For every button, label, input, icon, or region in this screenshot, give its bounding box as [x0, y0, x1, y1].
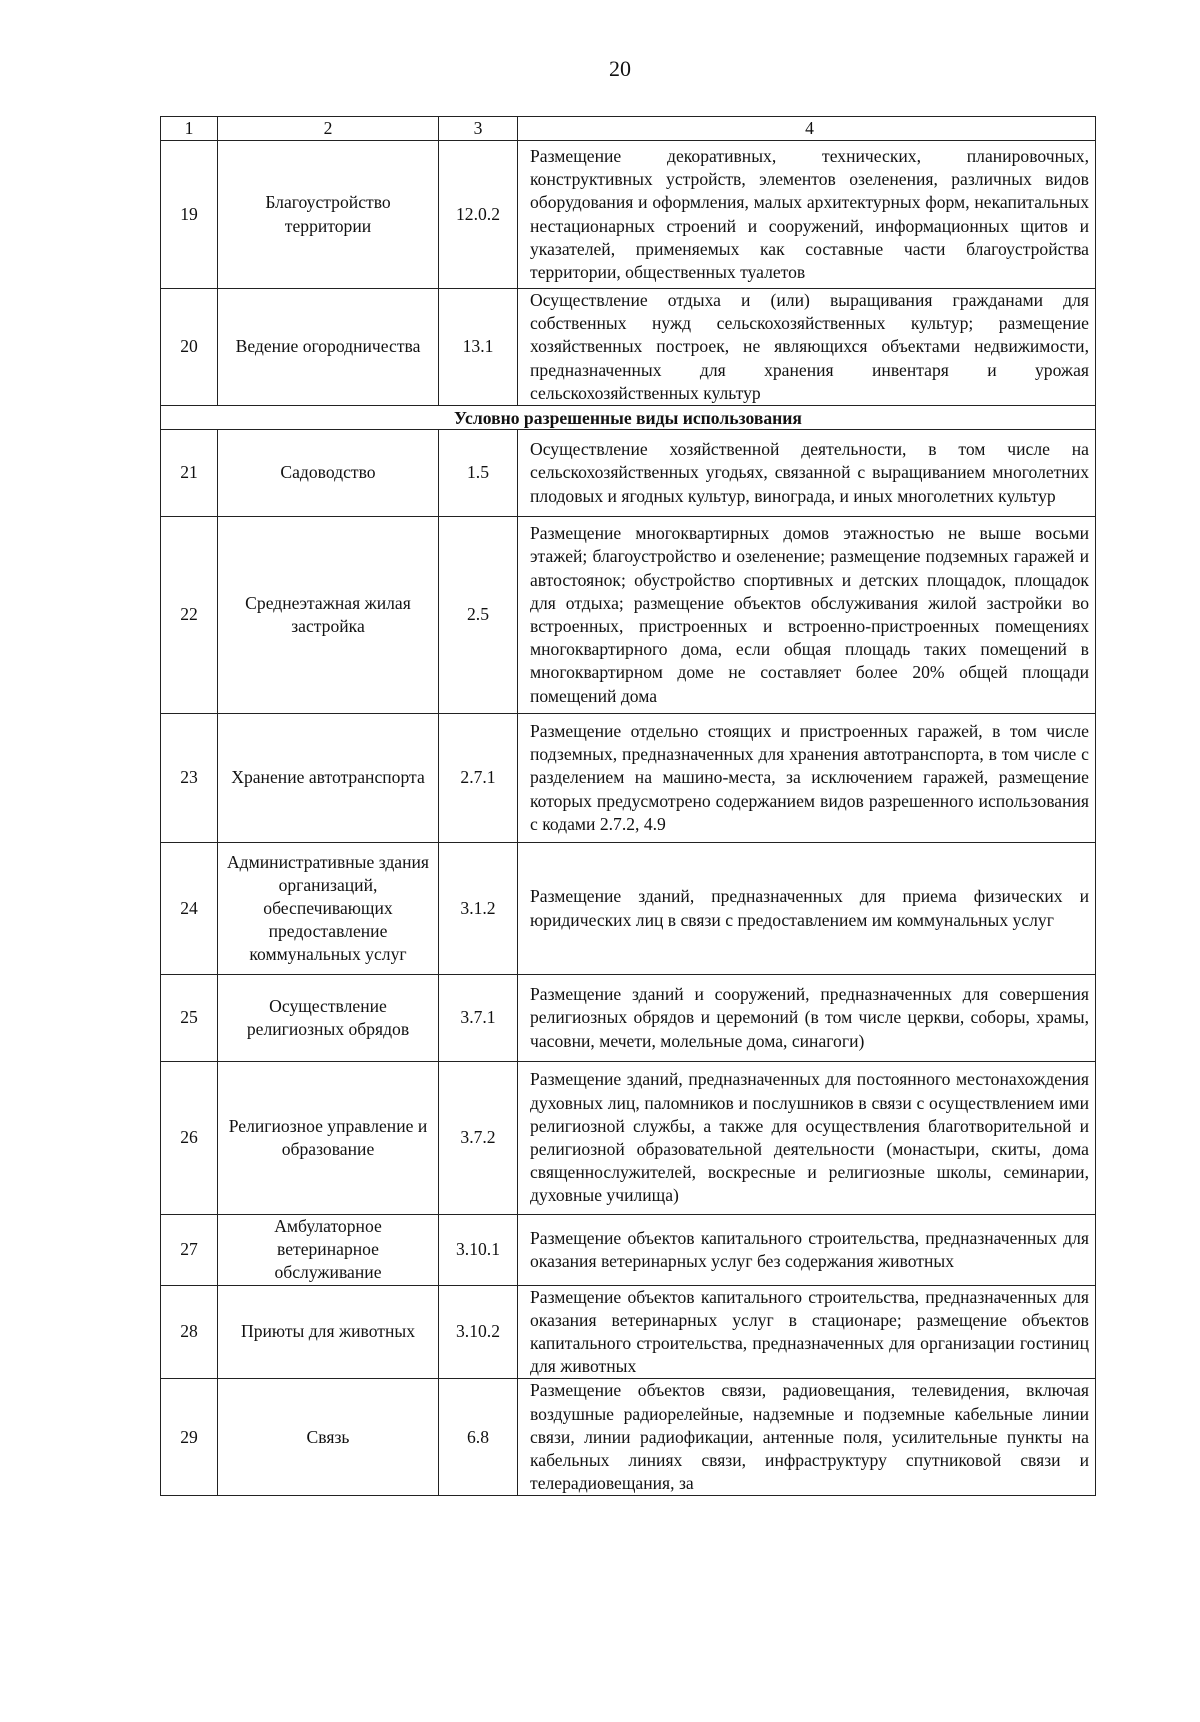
- table-row: [161, 1062, 1096, 1215]
- use-description: Размещение декоративных, технических, планировочных, конструктивных устройств, элементов озеленения, различных видов оборудования и оформления, малых архитектурных форм, некапитальных нестационарных строений и сооружений, информационных щитов и указателей, применяемых как составные части благоустройства территории, общественных туалетов: [518, 141, 1096, 289]
- table-row: [161, 289, 1096, 406]
- use-description: Размещение отдельно стоящих и пристроенных гаражей, в том числе подземных, предназначенных для хранения автотранспорта, в том числе с разделением на машино-места, за исключением гаражей, размещение которых предусмотрено содержанием видов разрешенного использования с кодами 2.7.2, 4.9: [518, 714, 1096, 843]
- row-number: 25: [161, 975, 218, 1062]
- use-code: 1.5: [439, 430, 518, 517]
- use-description: Размещение объектов капитального строительства, предназначенных для оказания ветеринарных услуг в стационаре; размещение объектов капитального строительства, предназначенных для организации гостиниц для животных: [518, 1285, 1096, 1379]
- table-row: [161, 517, 1096, 714]
- use-code: 13.1: [439, 289, 518, 406]
- use-name: Осуществление религиозных обрядов: [218, 975, 439, 1062]
- use-description: Размещение многоквартирных домов этажностью не выше восьми этажей; благоустройство и озеленение; размещение подземных гаражей и автостоянок; обустройство спортивных и детских площадок, площадок для отдыха; размещение объектов обслуживания жилой застройки во встроенных, пристроенных и встроенно-пристроенных помещениях многоквартирного дома, если общая площадь таких помещений в многоквартирном доме не составляет более 20% общей площади помещений дома: [518, 517, 1096, 714]
- table-row: [161, 430, 1096, 517]
- use-code: 3.1.2: [439, 843, 518, 975]
- use-code: 3.10.1: [439, 1215, 518, 1286]
- use-name: Административные здания организаций, обеспечивающих предоставление коммунальных услуг: [218, 843, 439, 975]
- use-code: 2.7.1: [439, 714, 518, 843]
- use-description: Осуществление хозяйственной деятельности, в том числе на сельскохозяйственных угодьях, связанной с выращиванием многолетних плодовых и ягодных культур, винограда, и иных многолетних культур: [518, 430, 1096, 517]
- section-header-row: [161, 406, 1096, 430]
- table-row: [161, 1285, 1096, 1379]
- use-name: Хранение автотранспорта: [218, 714, 439, 843]
- row-number: 23: [161, 714, 218, 843]
- land-use-table-container: [160, 116, 1096, 1496]
- header-row: [161, 117, 1096, 141]
- use-name: Религиозное управление и образование: [218, 1062, 439, 1215]
- use-name: Приюты для животных: [218, 1285, 439, 1379]
- use-description: Размещение объектов связи, радиовещания, телевидения, включая воздушные радиорелейные, надземные и подземные кабельные линии связи, линии радиофикации, антенные поля, усилительные пункты на кабельных линиях связи, инфраструктуру спутниковой связи и телерадиовещания, за: [518, 1379, 1096, 1496]
- use-name: Среднеэтажная жилая застройка: [218, 517, 439, 714]
- table-row: [161, 1379, 1096, 1496]
- table-row: [161, 141, 1096, 289]
- table-row: [161, 843, 1096, 975]
- use-description: Размещение объектов капитального строительства, предназначенных для оказания ветеринарных услуг без содержания животных: [518, 1215, 1096, 1286]
- use-description: Осуществление отдыха и (или) выращивания гражданами для собственных нужд сельскохозяйственных культур; размещение хозяйственных построек, не являющихся объектами недвижимости, предназначенных для хранения инвентаря и урожая сельскохозяйственных культур: [518, 289, 1096, 406]
- row-number: 24: [161, 843, 218, 975]
- row-number: 22: [161, 517, 218, 714]
- page-number: 20: [609, 56, 631, 81]
- use-name: Амбулаторное ветеринарное обслуживание: [218, 1215, 439, 1286]
- table-row: [161, 975, 1096, 1062]
- use-code: 3.7.1: [439, 975, 518, 1062]
- use-description: Размещение зданий и сооружений, предназначенных для совершения религиозных обрядов и церемоний (в том числе церкви, соборы, храмы, часовни, мечети, молельные дома, синагоги): [518, 975, 1096, 1062]
- use-name: Садоводство: [218, 430, 439, 517]
- table-body: [161, 117, 1096, 1496]
- row-number: 29: [161, 1379, 218, 1496]
- use-description: Размещение зданий, предназначенных для приема физических и юридических лиц в связи с предоставлением им коммунальных услуг: [518, 843, 1096, 975]
- use-description: Размещение зданий, предназначенных для постоянного местонахождения духовных лиц, паломников и послушников в связи с осуществлением ими религиозной службы, а также для осуществления благотворительной и религиозной образовательной деятельности (монастыри, скиты, дома священнослужителей, воскресные и религиозные школы, семинарии, духовные училища): [518, 1062, 1096, 1215]
- table-row: [161, 714, 1096, 843]
- use-name: Связь: [218, 1379, 439, 1496]
- row-number: 19: [161, 141, 218, 289]
- header-col-2: 2: [218, 117, 439, 141]
- row-number: 20: [161, 289, 218, 406]
- row-number: 27: [161, 1215, 218, 1286]
- header-col-1: 1: [161, 117, 218, 141]
- use-code: 3.7.2: [439, 1062, 518, 1215]
- use-code: 12.0.2: [439, 141, 518, 289]
- use-code: 2.5: [439, 517, 518, 714]
- row-number: 26: [161, 1062, 218, 1215]
- header-col-3: 3: [439, 117, 518, 141]
- table-row: [161, 1215, 1096, 1286]
- use-name: Благоустройство территории: [218, 141, 439, 289]
- use-code: 6.8: [439, 1379, 518, 1496]
- row-number: 21: [161, 430, 218, 517]
- section-title: Условно разрешенные виды использования: [161, 406, 1096, 430]
- use-code: 3.10.2: [439, 1285, 518, 1379]
- land-use-table: [160, 116, 1096, 1496]
- header-col-4: 4: [518, 117, 1096, 141]
- use-name: Ведение огородничества: [218, 289, 439, 406]
- row-number: 28: [161, 1285, 218, 1379]
